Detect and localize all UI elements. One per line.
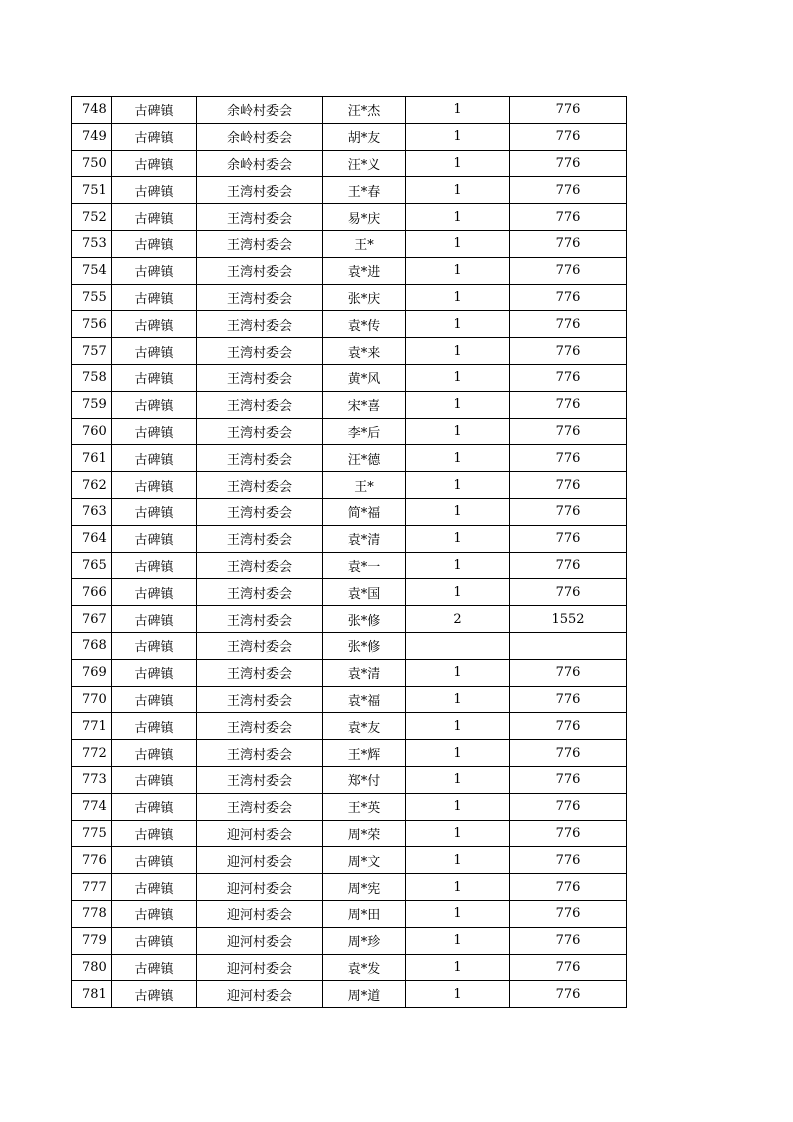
amount-cell: 776 — [510, 793, 627, 820]
row-number-cell: 764 — [72, 525, 112, 552]
town-cell: 古碑镇 — [112, 954, 197, 981]
village-committee-cell: 王湾村委会 — [197, 525, 323, 552]
amount-cell: 776 — [510, 498, 627, 525]
town-cell: 古碑镇 — [112, 150, 197, 177]
amount-cell: 776 — [510, 257, 627, 284]
name-cell: 袁*来 — [323, 338, 406, 365]
amount-cell: 776 — [510, 820, 627, 847]
name-cell: 袁*进 — [323, 257, 406, 284]
count-cell: 1 — [406, 472, 510, 499]
table-row — [72, 525, 627, 552]
amount-cell: 776 — [510, 981, 627, 1008]
amount-cell — [510, 632, 627, 659]
count-cell: 1 — [406, 391, 510, 418]
amount-cell: 776 — [510, 364, 627, 391]
village-committee-cell: 王湾村委会 — [197, 579, 323, 606]
name-cell: 周*珍 — [323, 927, 406, 954]
table-row — [72, 927, 627, 954]
name-cell: 胡*友 — [323, 123, 406, 150]
table-row — [72, 230, 627, 257]
row-number-cell: 751 — [72, 177, 112, 204]
amount-cell: 776 — [510, 847, 627, 874]
table-row — [72, 338, 627, 365]
village-committee-cell: 迎河村委会 — [197, 820, 323, 847]
village-committee-cell: 王湾村委会 — [197, 686, 323, 713]
count-cell: 1 — [406, 525, 510, 552]
count-cell: 1 — [406, 686, 510, 713]
table-row — [72, 97, 627, 124]
name-cell: 黄*风 — [323, 364, 406, 391]
row-number-cell: 775 — [72, 820, 112, 847]
amount-cell: 776 — [510, 284, 627, 311]
town-cell: 古碑镇 — [112, 632, 197, 659]
village-committee-cell: 王湾村委会 — [197, 498, 323, 525]
row-number-cell: 778 — [72, 900, 112, 927]
village-committee-cell: 王湾村委会 — [197, 364, 323, 391]
village-committee-cell: 迎河村委会 — [197, 954, 323, 981]
name-cell: 易*庆 — [323, 204, 406, 231]
table-row — [72, 204, 627, 231]
row-number-cell: 772 — [72, 740, 112, 767]
town-cell: 古碑镇 — [112, 847, 197, 874]
amount-cell: 776 — [510, 927, 627, 954]
amount-cell: 776 — [510, 713, 627, 740]
count-cell: 1 — [406, 204, 510, 231]
name-cell: 简*福 — [323, 498, 406, 525]
count-cell: 1 — [406, 418, 510, 445]
row-number-cell: 757 — [72, 338, 112, 365]
name-cell: 周*文 — [323, 847, 406, 874]
count-cell — [406, 632, 510, 659]
name-cell: 宋*喜 — [323, 391, 406, 418]
village-committee-cell: 王湾村委会 — [197, 338, 323, 365]
village-committee-cell: 王湾村委会 — [197, 552, 323, 579]
count-cell: 1 — [406, 981, 510, 1008]
village-committee-cell: 王湾村委会 — [197, 632, 323, 659]
table-row — [72, 740, 627, 767]
count-cell: 1 — [406, 311, 510, 338]
town-cell: 古碑镇 — [112, 740, 197, 767]
name-cell: 周*荣 — [323, 820, 406, 847]
row-number-cell: 754 — [72, 257, 112, 284]
table-row — [72, 954, 627, 981]
amount-cell: 776 — [510, 391, 627, 418]
village-committee-cell: 王湾村委会 — [197, 177, 323, 204]
count-cell: 1 — [406, 177, 510, 204]
town-cell: 古碑镇 — [112, 579, 197, 606]
row-number-cell: 767 — [72, 606, 112, 633]
village-committee-cell: 王湾村委会 — [197, 766, 323, 793]
name-cell: 郑*付 — [323, 766, 406, 793]
amount-cell: 776 — [510, 552, 627, 579]
town-cell: 古碑镇 — [112, 606, 197, 633]
row-number-cell: 758 — [72, 364, 112, 391]
row-number-cell: 769 — [72, 659, 112, 686]
table-row — [72, 123, 627, 150]
village-committee-cell: 王湾村委会 — [197, 311, 323, 338]
row-number-cell: 749 — [72, 123, 112, 150]
name-cell: 张*修 — [323, 632, 406, 659]
town-cell: 古碑镇 — [112, 498, 197, 525]
row-number-cell: 771 — [72, 713, 112, 740]
town-cell: 古碑镇 — [112, 230, 197, 257]
table-row — [72, 793, 627, 820]
name-cell: 李*后 — [323, 418, 406, 445]
town-cell: 古碑镇 — [112, 820, 197, 847]
village-committee-cell: 余岭村委会 — [197, 97, 323, 124]
village-committee-cell: 王湾村委会 — [197, 606, 323, 633]
name-cell: 王*辉 — [323, 740, 406, 767]
name-cell: 汪*德 — [323, 445, 406, 472]
table-row — [72, 391, 627, 418]
count-cell: 1 — [406, 900, 510, 927]
name-cell: 袁*福 — [323, 686, 406, 713]
table-row — [72, 847, 627, 874]
table-row — [72, 552, 627, 579]
town-cell: 古碑镇 — [112, 927, 197, 954]
beneficiary-table — [71, 96, 627, 1008]
count-cell: 1 — [406, 257, 510, 284]
row-number-cell: 776 — [72, 847, 112, 874]
village-committee-cell: 迎河村委会 — [197, 874, 323, 901]
row-number-cell: 781 — [72, 981, 112, 1008]
table-row — [72, 874, 627, 901]
name-cell: 王*春 — [323, 177, 406, 204]
name-cell: 袁*清 — [323, 659, 406, 686]
village-committee-cell: 王湾村委会 — [197, 793, 323, 820]
row-number-cell: 766 — [72, 579, 112, 606]
table-row — [72, 498, 627, 525]
village-committee-cell: 王湾村委会 — [197, 659, 323, 686]
village-committee-cell: 王湾村委会 — [197, 284, 323, 311]
count-cell: 1 — [406, 123, 510, 150]
amount-cell: 776 — [510, 445, 627, 472]
table-row — [72, 900, 627, 927]
town-cell: 古碑镇 — [112, 981, 197, 1008]
town-cell: 古碑镇 — [112, 123, 197, 150]
row-number-cell: 773 — [72, 766, 112, 793]
row-number-cell: 770 — [72, 686, 112, 713]
table-row — [72, 579, 627, 606]
amount-cell: 776 — [510, 874, 627, 901]
name-cell: 袁*传 — [323, 311, 406, 338]
count-cell: 1 — [406, 766, 510, 793]
amount-cell: 776 — [510, 311, 627, 338]
count-cell: 1 — [406, 579, 510, 606]
amount-cell: 1552 — [510, 606, 627, 633]
table-row — [72, 659, 627, 686]
name-cell: 王* — [323, 472, 406, 499]
count-cell: 1 — [406, 713, 510, 740]
count-cell: 1 — [406, 874, 510, 901]
count-cell: 2 — [406, 606, 510, 633]
town-cell: 古碑镇 — [112, 552, 197, 579]
town-cell: 古碑镇 — [112, 793, 197, 820]
name-cell: 周*道 — [323, 981, 406, 1008]
row-number-cell: 777 — [72, 874, 112, 901]
name-cell: 袁*友 — [323, 713, 406, 740]
village-committee-cell: 王湾村委会 — [197, 230, 323, 257]
table-row — [72, 713, 627, 740]
row-number-cell: 752 — [72, 204, 112, 231]
amount-cell: 776 — [510, 900, 627, 927]
row-number-cell: 780 — [72, 954, 112, 981]
count-cell: 1 — [406, 847, 510, 874]
town-cell: 古碑镇 — [112, 900, 197, 927]
table-row — [72, 820, 627, 847]
amount-cell: 776 — [510, 418, 627, 445]
row-number-cell: 761 — [72, 445, 112, 472]
amount-cell: 776 — [510, 766, 627, 793]
row-number-cell: 759 — [72, 391, 112, 418]
table-row — [72, 177, 627, 204]
town-cell: 古碑镇 — [112, 659, 197, 686]
name-cell: 汪*义 — [323, 150, 406, 177]
row-number-cell: 765 — [72, 552, 112, 579]
table-row — [72, 311, 627, 338]
town-cell: 古碑镇 — [112, 338, 197, 365]
name-cell: 袁*一 — [323, 552, 406, 579]
town-cell: 古碑镇 — [112, 766, 197, 793]
village-committee-cell: 迎河村委会 — [197, 981, 323, 1008]
count-cell: 1 — [406, 954, 510, 981]
row-number-cell: 760 — [72, 418, 112, 445]
town-cell: 古碑镇 — [112, 445, 197, 472]
count-cell: 1 — [406, 552, 510, 579]
table-body — [72, 97, 627, 1008]
town-cell: 古碑镇 — [112, 472, 197, 499]
village-committee-cell: 余岭村委会 — [197, 123, 323, 150]
amount-cell: 776 — [510, 525, 627, 552]
town-cell: 古碑镇 — [112, 311, 197, 338]
name-cell: 王*英 — [323, 793, 406, 820]
amount-cell: 776 — [510, 686, 627, 713]
table-row — [72, 686, 627, 713]
amount-cell: 776 — [510, 177, 627, 204]
village-committee-cell: 王湾村委会 — [197, 472, 323, 499]
village-committee-cell: 迎河村委会 — [197, 900, 323, 927]
town-cell: 古碑镇 — [112, 284, 197, 311]
count-cell: 1 — [406, 338, 510, 365]
amount-cell: 776 — [510, 338, 627, 365]
count-cell: 1 — [406, 230, 510, 257]
row-number-cell: 763 — [72, 498, 112, 525]
count-cell: 1 — [406, 793, 510, 820]
town-cell: 古碑镇 — [112, 713, 197, 740]
amount-cell: 776 — [510, 579, 627, 606]
table-row — [72, 472, 627, 499]
town-cell: 古碑镇 — [112, 177, 197, 204]
name-cell: 周*宪 — [323, 874, 406, 901]
name-cell: 张*修 — [323, 606, 406, 633]
table-row — [72, 606, 627, 633]
name-cell: 袁*清 — [323, 525, 406, 552]
village-committee-cell: 王湾村委会 — [197, 418, 323, 445]
town-cell: 古碑镇 — [112, 874, 197, 901]
village-committee-cell: 王湾村委会 — [197, 713, 323, 740]
amount-cell: 776 — [510, 472, 627, 499]
name-cell: 汪*杰 — [323, 97, 406, 124]
town-cell: 古碑镇 — [112, 97, 197, 124]
village-committee-cell: 王湾村委会 — [197, 204, 323, 231]
amount-cell: 776 — [510, 954, 627, 981]
table-row — [72, 632, 627, 659]
row-number-cell: 753 — [72, 230, 112, 257]
amount-cell: 776 — [510, 204, 627, 231]
row-number-cell: 768 — [72, 632, 112, 659]
row-number-cell: 774 — [72, 793, 112, 820]
row-number-cell: 748 — [72, 97, 112, 124]
row-number-cell: 762 — [72, 472, 112, 499]
amount-cell: 776 — [510, 659, 627, 686]
amount-cell: 776 — [510, 123, 627, 150]
village-committee-cell: 余岭村委会 — [197, 150, 323, 177]
count-cell: 1 — [406, 740, 510, 767]
table-row — [72, 766, 627, 793]
town-cell: 古碑镇 — [112, 525, 197, 552]
town-cell: 古碑镇 — [112, 204, 197, 231]
count-cell: 1 — [406, 97, 510, 124]
name-cell: 张*庆 — [323, 284, 406, 311]
table-row — [72, 257, 627, 284]
count-cell: 1 — [406, 927, 510, 954]
name-cell: 周*田 — [323, 900, 406, 927]
town-cell: 古碑镇 — [112, 257, 197, 284]
name-cell: 王* — [323, 230, 406, 257]
table-row — [72, 284, 627, 311]
row-number-cell: 756 — [72, 311, 112, 338]
count-cell: 1 — [406, 150, 510, 177]
count-cell: 1 — [406, 820, 510, 847]
town-cell: 古碑镇 — [112, 418, 197, 445]
count-cell: 1 — [406, 498, 510, 525]
table-row — [72, 364, 627, 391]
table-row — [72, 981, 627, 1008]
table-row — [72, 150, 627, 177]
table-row — [72, 445, 627, 472]
village-committee-cell: 王湾村委会 — [197, 257, 323, 284]
village-committee-cell: 王湾村委会 — [197, 740, 323, 767]
village-committee-cell: 王湾村委会 — [197, 445, 323, 472]
count-cell: 1 — [406, 284, 510, 311]
amount-cell: 776 — [510, 150, 627, 177]
town-cell: 古碑镇 — [112, 391, 197, 418]
town-cell: 古碑镇 — [112, 686, 197, 713]
amount-cell: 776 — [510, 97, 627, 124]
table-row — [72, 418, 627, 445]
name-cell: 袁*国 — [323, 579, 406, 606]
row-number-cell: 750 — [72, 150, 112, 177]
count-cell: 1 — [406, 445, 510, 472]
village-committee-cell: 迎河村委会 — [197, 927, 323, 954]
count-cell: 1 — [406, 364, 510, 391]
town-cell: 古碑镇 — [112, 364, 197, 391]
row-number-cell: 755 — [72, 284, 112, 311]
name-cell: 袁*发 — [323, 954, 406, 981]
village-committee-cell: 迎河村委会 — [197, 847, 323, 874]
row-number-cell: 779 — [72, 927, 112, 954]
amount-cell: 776 — [510, 740, 627, 767]
village-committee-cell: 王湾村委会 — [197, 391, 323, 418]
amount-cell: 776 — [510, 230, 627, 257]
count-cell: 1 — [406, 659, 510, 686]
